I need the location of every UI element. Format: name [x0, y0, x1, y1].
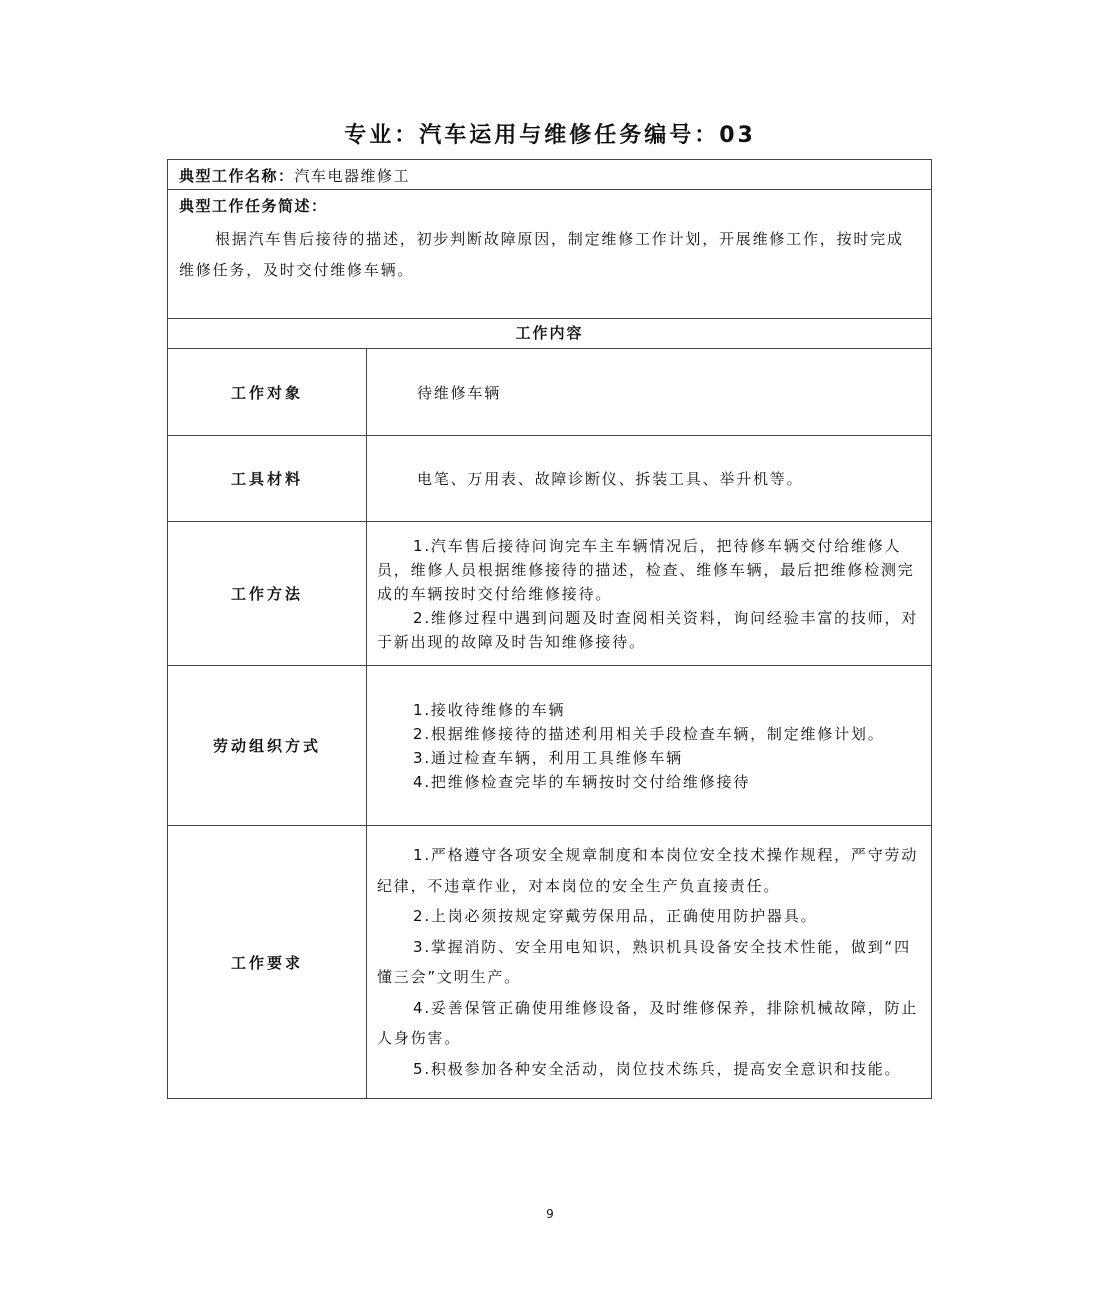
row-line: 2.维修过程中遇到问题及时查阅相关资料，询问经验丰富的技师，对于新出现的故障及时告知维修接待。: [377, 608, 919, 651]
row-line: 4.把维修检查完毕的车辆按时交付给维修接待: [413, 772, 751, 791]
row-label: 工具材料: [168, 436, 367, 521]
row-value: [367, 522, 931, 665]
row-label: 劳动组织方式: [168, 666, 367, 825]
task-table: [167, 159, 932, 1099]
task-name-value: 汽车电器维修工: [294, 167, 411, 185]
row-label: 工作对象: [168, 349, 367, 435]
work-content-heading: 工作内容: [168, 319, 931, 349]
row-label: 工作要求: [168, 826, 367, 1098]
table-row-work-requirements: [168, 826, 931, 1098]
row-label: 工作方法: [168, 522, 367, 665]
row-value: [367, 826, 931, 1098]
table-row-work-method: [168, 522, 931, 666]
row-line: 1.汽车售后接待问询完车主车辆情况后，把待修车辆交付给维修人员，维修人员根据维修接待的描述，检查、维修车辆，最后把维修检测完成的车辆按时交付给维修接待。: [377, 536, 915, 603]
row-line: 2.上岗必须按规定穿戴劳保用品，正确使用防护器具。: [413, 907, 818, 925]
task-description-row: [168, 190, 931, 319]
task-name-label: 典型工作名称：: [179, 167, 295, 185]
table-row-tools: [168, 436, 931, 522]
row-value: [367, 349, 931, 435]
row-value: [367, 436, 931, 521]
task-name-row: [168, 160, 931, 190]
row-line: 1.严格遵守各项安全规章制度和本岗位安全技术操作规程，严守劳动纪律，不违章作业，对本岗位的安全生产负直接责任。: [377, 846, 919, 895]
table-row-work-object: [168, 349, 931, 436]
row-line: 3.通过检查车辆，利用工具维修车辆: [413, 748, 683, 767]
table-row-labor-organization: [168, 666, 931, 826]
page-number: 9: [546, 1207, 554, 1221]
row-line: 5.积极参加各种安全活动，岗位技术练兵，提高安全意识和技能。: [413, 1059, 902, 1078]
row-value: [367, 666, 931, 825]
page-title: 专业：汽车运用与维修任务编号：03: [344, 123, 756, 148]
row-line: 电笔、万用表、故障诊断仪、拆装工具、举升机等。: [417, 470, 804, 488]
task-description-text: 根据汽车售后接待的描述，初步判断故障原因，制定维修工作计划，开展维修工作，按时完成维修任务，及时交付维修车辆。: [179, 230, 904, 279]
row-line: 1.接收待维修的车辆: [413, 700, 566, 719]
row-line: 待维修车辆: [417, 383, 502, 402]
row-line: 2.根据维修接待的描述利用相关手段检查车辆，制定维修计划。: [413, 724, 885, 743]
task-description-label: 典型工作任务简述：: [179, 197, 328, 215]
row-line: 3.掌握消防、安全用电知识，熟识机具设备安全技术性能，做到“四懂三会”文明生产。: [377, 937, 911, 986]
row-line: 4.妥善保管正确使用维修设备，及时维修保养，排除机械故障，防止人身伤害。: [377, 998, 919, 1047]
